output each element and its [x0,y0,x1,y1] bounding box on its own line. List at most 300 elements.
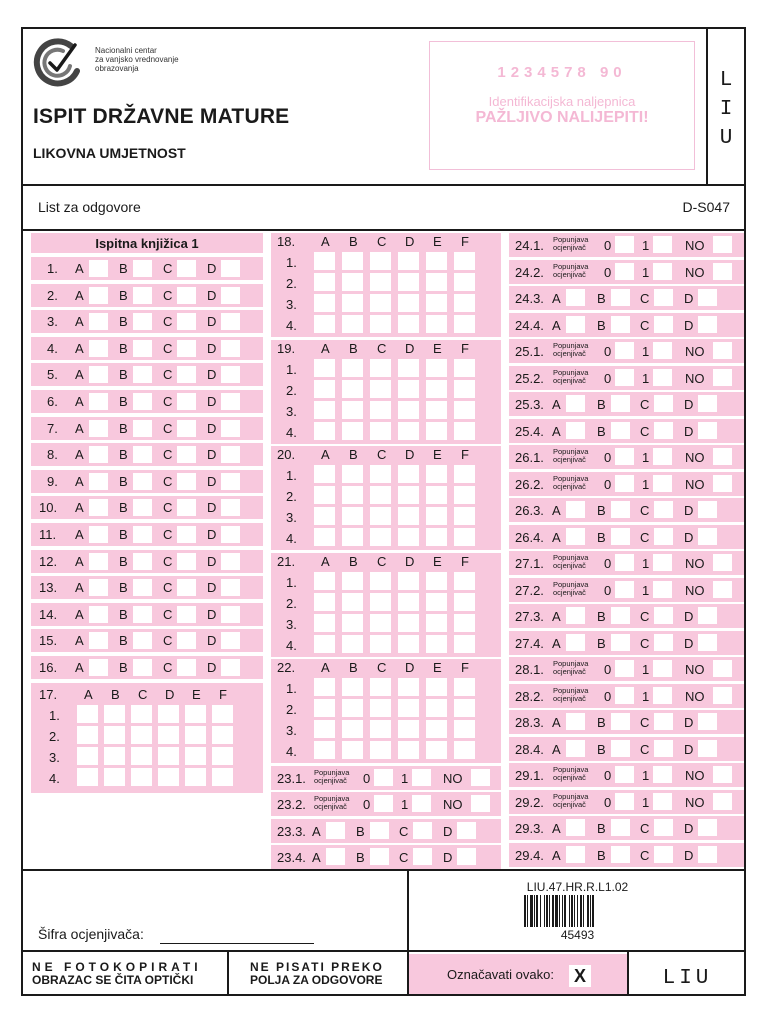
answer-box[interactable] [131,768,152,786]
answer-box[interactable] [77,705,98,723]
answer-box[interactable] [398,678,419,696]
answer-box[interactable] [454,359,475,377]
answer-box[interactable] [177,632,196,649]
answer-box[interactable] [374,769,393,786]
answer-box[interactable] [104,705,125,723]
answer-box[interactable] [177,287,196,304]
answer-box[interactable] [611,846,630,863]
answer-box[interactable] [611,634,630,651]
answer-box[interactable] [177,659,196,676]
answer-box[interactable] [398,614,419,632]
answer-box[interactable] [342,359,363,377]
answer-box[interactable] [426,635,447,653]
answer-box[interactable] [426,252,447,270]
answer-box[interactable] [426,422,447,440]
answer-box[interactable] [615,793,634,810]
answer-box[interactable] [314,486,335,504]
answer-box[interactable] [133,446,152,463]
answer-box[interactable] [566,740,585,757]
answer-box[interactable] [426,507,447,525]
answer-box[interactable] [177,446,196,463]
answer-box[interactable] [370,359,391,377]
answer-box[interactable] [566,528,585,545]
answer-box[interactable] [615,342,634,359]
answer-box[interactable] [370,614,391,632]
answer-box[interactable] [653,263,672,280]
answer-box[interactable] [457,822,476,839]
answer-box[interactable] [342,273,363,291]
answer-box[interactable] [89,579,108,596]
answer-box[interactable] [89,553,108,570]
answer-box[interactable] [370,699,391,717]
answer-box[interactable] [713,766,732,783]
answer-box[interactable] [342,465,363,483]
answer-box[interactable] [566,422,585,439]
answer-box[interactable] [615,687,634,704]
answer-box[interactable] [314,720,335,738]
answer-box[interactable] [177,526,196,543]
answer-box[interactable] [342,593,363,611]
answer-box[interactable] [89,287,108,304]
answer-box[interactable] [698,422,717,439]
answer-box[interactable] [177,553,196,570]
answer-box[interactable] [566,289,585,306]
answer-box[interactable] [314,635,335,653]
answer-box[interactable] [611,528,630,545]
answer-box[interactable] [370,294,391,312]
answer-box[interactable] [133,366,152,383]
answer-box[interactable] [615,448,634,465]
answer-box[interactable] [221,366,240,383]
answer-box[interactable] [653,687,672,704]
answer-box[interactable] [314,507,335,525]
answer-box[interactable] [413,822,432,839]
answer-box[interactable] [177,340,196,357]
answer-box[interactable] [611,422,630,439]
answer-box[interactable] [177,579,196,596]
answer-box[interactable] [342,614,363,632]
answer-box[interactable] [698,501,717,518]
answer-box[interactable] [221,473,240,490]
answer-box[interactable] [342,315,363,333]
answer-box[interactable] [454,699,475,717]
answer-box[interactable] [398,380,419,398]
answer-box[interactable] [370,848,389,865]
answer-box[interactable] [426,741,447,759]
answer-box[interactable] [89,393,108,410]
answer-box[interactable] [698,819,717,836]
answer-box[interactable] [104,768,125,786]
answer-box[interactable] [398,294,419,312]
answer-box[interactable] [314,678,335,696]
answer-box[interactable] [713,369,732,386]
answer-box[interactable] [370,528,391,546]
answer-box[interactable] [398,741,419,759]
answer-box[interactable] [398,635,419,653]
answer-box[interactable] [426,359,447,377]
answer-box[interactable] [89,446,108,463]
answer-box[interactable] [370,273,391,291]
answer-box[interactable] [654,634,673,651]
answer-box[interactable] [454,465,475,483]
answer-box[interactable] [131,747,152,765]
answer-box[interactable] [342,252,363,270]
answer-box[interactable] [177,366,196,383]
answer-box[interactable] [158,705,179,723]
answer-box[interactable] [654,501,673,518]
answer-box[interactable] [566,607,585,624]
answer-box[interactable] [654,422,673,439]
answer-box[interactable] [314,252,335,270]
answer-box[interactable] [221,606,240,623]
answer-box[interactable] [454,678,475,696]
answer-box[interactable] [314,593,335,611]
answer-box[interactable] [654,395,673,412]
answer-box[interactable] [314,359,335,377]
answer-box[interactable] [653,342,672,359]
answer-box[interactable] [221,446,240,463]
answer-box[interactable] [77,726,98,744]
answer-box[interactable] [370,678,391,696]
answer-box[interactable] [177,606,196,623]
answer-box[interactable] [615,236,634,253]
answer-box[interactable] [654,713,673,730]
answer-box[interactable] [615,475,634,492]
answer-box[interactable] [89,632,108,649]
answer-box[interactable] [221,632,240,649]
answer-box[interactable] [654,289,673,306]
answer-box[interactable] [426,720,447,738]
answer-box[interactable] [566,501,585,518]
answer-box[interactable] [426,273,447,291]
answer-box[interactable] [370,252,391,270]
answer-box[interactable] [426,401,447,419]
answer-box[interactable] [133,579,152,596]
answer-box[interactable] [370,422,391,440]
answer-box[interactable] [454,252,475,270]
answer-box[interactable] [713,660,732,677]
answer-box[interactable] [342,380,363,398]
answer-box[interactable] [370,741,391,759]
answer-box[interactable] [89,420,108,437]
answer-box[interactable] [454,528,475,546]
answer-box[interactable] [342,528,363,546]
answer-box[interactable] [133,606,152,623]
answer-box[interactable] [221,499,240,516]
answer-box[interactable] [370,593,391,611]
answer-box[interactable] [611,316,630,333]
answer-box[interactable] [342,507,363,525]
answer-box[interactable] [398,273,419,291]
answer-box[interactable] [426,486,447,504]
answer-box[interactable] [342,678,363,696]
answer-box[interactable] [398,720,419,738]
answer-box[interactable] [611,713,630,730]
answer-box[interactable] [398,359,419,377]
answer-box[interactable] [454,614,475,632]
answer-box[interactable] [653,369,672,386]
answer-box[interactable] [221,340,240,357]
answer-box[interactable] [615,660,634,677]
answer-box[interactable] [374,795,393,812]
answer-box[interactable] [426,614,447,632]
answer-box[interactable] [698,634,717,651]
answer-box[interactable] [398,315,419,333]
answer-box[interactable] [566,316,585,333]
answer-box[interactable] [89,659,108,676]
answer-box[interactable] [713,475,732,492]
answer-box[interactable] [454,593,475,611]
answer-box[interactable] [611,395,630,412]
answer-box[interactable] [454,486,475,504]
answer-box[interactable] [713,263,732,280]
answer-box[interactable] [713,687,732,704]
answer-box[interactable] [314,294,335,312]
answer-box[interactable] [566,713,585,730]
answer-box[interactable] [698,740,717,757]
answer-box[interactable] [185,726,206,744]
answer-box[interactable] [698,395,717,412]
answer-box[interactable] [654,819,673,836]
answer-box[interactable] [654,316,673,333]
answer-box[interactable] [370,380,391,398]
answer-box[interactable] [158,726,179,744]
answer-box[interactable] [342,401,363,419]
answer-box[interactable] [342,720,363,738]
answer-box[interactable] [342,486,363,504]
answer-box[interactable] [698,607,717,624]
answer-box[interactable] [426,528,447,546]
answer-box[interactable] [314,614,335,632]
answer-box[interactable] [133,287,152,304]
answer-box[interactable] [454,380,475,398]
answer-box[interactable] [314,465,335,483]
answer-box[interactable] [566,634,585,651]
answer-box[interactable] [89,366,108,383]
answer-box[interactable] [713,581,732,598]
answer-box[interactable] [426,572,447,590]
answer-box[interactable] [131,705,152,723]
answer-box[interactable] [615,581,634,598]
answer-box[interactable] [177,420,196,437]
answer-box[interactable] [454,572,475,590]
answer-box[interactable] [698,846,717,863]
answer-box[interactable] [158,768,179,786]
answer-box[interactable] [471,769,490,786]
answer-box[interactable] [158,747,179,765]
answer-box[interactable] [185,747,206,765]
answer-box[interactable] [398,422,419,440]
grader-code-field[interactable] [160,943,314,944]
answer-box[interactable] [566,819,585,836]
answer-box[interactable] [212,768,233,786]
answer-box[interactable] [398,699,419,717]
answer-box[interactable] [104,747,125,765]
answer-box[interactable] [412,769,431,786]
answer-box[interactable] [653,554,672,571]
answer-box[interactable] [77,747,98,765]
answer-box[interactable] [89,313,108,330]
answer-box[interactable] [566,395,585,412]
answer-box[interactable] [454,401,475,419]
answer-box[interactable] [221,553,240,570]
answer-box[interactable] [133,499,152,516]
answer-box[interactable] [615,263,634,280]
answer-box[interactable] [426,294,447,312]
answer-box[interactable] [398,528,419,546]
answer-box[interactable] [698,713,717,730]
answer-box[interactable] [412,795,431,812]
answer-box[interactable] [221,526,240,543]
answer-box[interactable] [314,528,335,546]
answer-box[interactable] [713,236,732,253]
answer-box[interactable] [133,473,152,490]
answer-box[interactable] [314,401,335,419]
answer-box[interactable] [185,705,206,723]
answer-box[interactable] [698,289,717,306]
answer-box[interactable] [370,635,391,653]
answer-box[interactable] [221,659,240,676]
answer-box[interactable] [611,607,630,624]
answer-box[interactable] [426,699,447,717]
answer-box[interactable] [398,507,419,525]
answer-box[interactable] [89,473,108,490]
answer-box[interactable] [398,252,419,270]
answer-box[interactable] [133,260,152,277]
answer-box[interactable] [426,593,447,611]
answer-box[interactable] [615,554,634,571]
answer-box[interactable] [221,260,240,277]
answer-box[interactable] [77,768,98,786]
answer-box[interactable] [653,581,672,598]
answer-box[interactable] [212,747,233,765]
answer-box[interactable] [133,659,152,676]
answer-box[interactable] [653,448,672,465]
answer-box[interactable] [314,315,335,333]
answer-box[interactable] [342,699,363,717]
answer-box[interactable] [566,846,585,863]
answer-box[interactable] [212,705,233,723]
answer-box[interactable] [89,526,108,543]
answer-box[interactable] [314,273,335,291]
answer-box[interactable] [177,313,196,330]
answer-box[interactable] [611,740,630,757]
answer-box[interactable] [398,465,419,483]
answer-box[interactable] [221,420,240,437]
answer-box[interactable] [370,572,391,590]
answer-box[interactable] [615,369,634,386]
answer-box[interactable] [654,846,673,863]
answer-box[interactable] [398,572,419,590]
answer-box[interactable] [314,422,335,440]
answer-box[interactable] [314,572,335,590]
answer-box[interactable] [413,848,432,865]
answer-box[interactable] [342,635,363,653]
answer-box[interactable] [342,741,363,759]
answer-box[interactable] [133,553,152,570]
answer-box[interactable] [611,819,630,836]
answer-box[interactable] [326,822,345,839]
answer-box[interactable] [89,340,108,357]
answer-box[interactable] [314,380,335,398]
answer-box[interactable] [654,607,673,624]
answer-box[interactable] [698,316,717,333]
answer-box[interactable] [611,289,630,306]
answer-box[interactable] [653,236,672,253]
answer-box[interactable] [89,260,108,277]
answer-box[interactable] [133,313,152,330]
answer-box[interactable] [370,401,391,419]
answer-box[interactable] [698,528,717,545]
answer-box[interactable] [370,486,391,504]
answer-box[interactable] [177,260,196,277]
answer-box[interactable] [653,660,672,677]
answer-box[interactable] [133,420,152,437]
answer-box[interactable] [326,848,345,865]
answer-box[interactable] [133,340,152,357]
answer-box[interactable] [611,501,630,518]
answer-box[interactable] [221,313,240,330]
answer-box[interactable] [713,342,732,359]
answer-box[interactable] [398,593,419,611]
answer-box[interactable] [454,273,475,291]
answer-box[interactable] [454,422,475,440]
answer-box[interactable] [370,507,391,525]
answer-box[interactable] [221,393,240,410]
answer-box[interactable] [398,486,419,504]
answer-box[interactable] [713,448,732,465]
answer-box[interactable] [654,740,673,757]
answer-box[interactable] [370,822,389,839]
answer-box[interactable] [370,315,391,333]
answer-box[interactable] [89,499,108,516]
answer-box[interactable] [370,720,391,738]
answer-box[interactable] [185,768,206,786]
answer-box[interactable] [713,554,732,571]
answer-box[interactable] [177,473,196,490]
answer-box[interactable] [615,766,634,783]
answer-box[interactable] [653,475,672,492]
answer-box[interactable] [457,848,476,865]
answer-box[interactable] [653,766,672,783]
answer-box[interactable] [454,315,475,333]
answer-box[interactable] [212,726,233,744]
answer-box[interactable] [221,287,240,304]
answer-box[interactable] [713,793,732,810]
answer-box[interactable] [314,741,335,759]
answer-box[interactable] [454,635,475,653]
answer-box[interactable] [471,795,490,812]
answer-box[interactable] [89,606,108,623]
answer-box[interactable] [426,678,447,696]
answer-box[interactable] [370,465,391,483]
answer-box[interactable] [221,579,240,596]
answer-box[interactable] [131,726,152,744]
answer-box[interactable] [177,393,196,410]
answer-box[interactable] [426,380,447,398]
answer-box[interactable] [342,572,363,590]
answer-box[interactable] [342,422,363,440]
answer-box[interactable] [454,294,475,312]
answer-box[interactable] [342,294,363,312]
answer-box[interactable] [398,401,419,419]
answer-box[interactable] [653,793,672,810]
answer-box[interactable] [426,315,447,333]
answer-box[interactable] [133,526,152,543]
answer-box[interactable] [177,499,196,516]
answer-box[interactable] [454,507,475,525]
answer-box[interactable] [314,699,335,717]
